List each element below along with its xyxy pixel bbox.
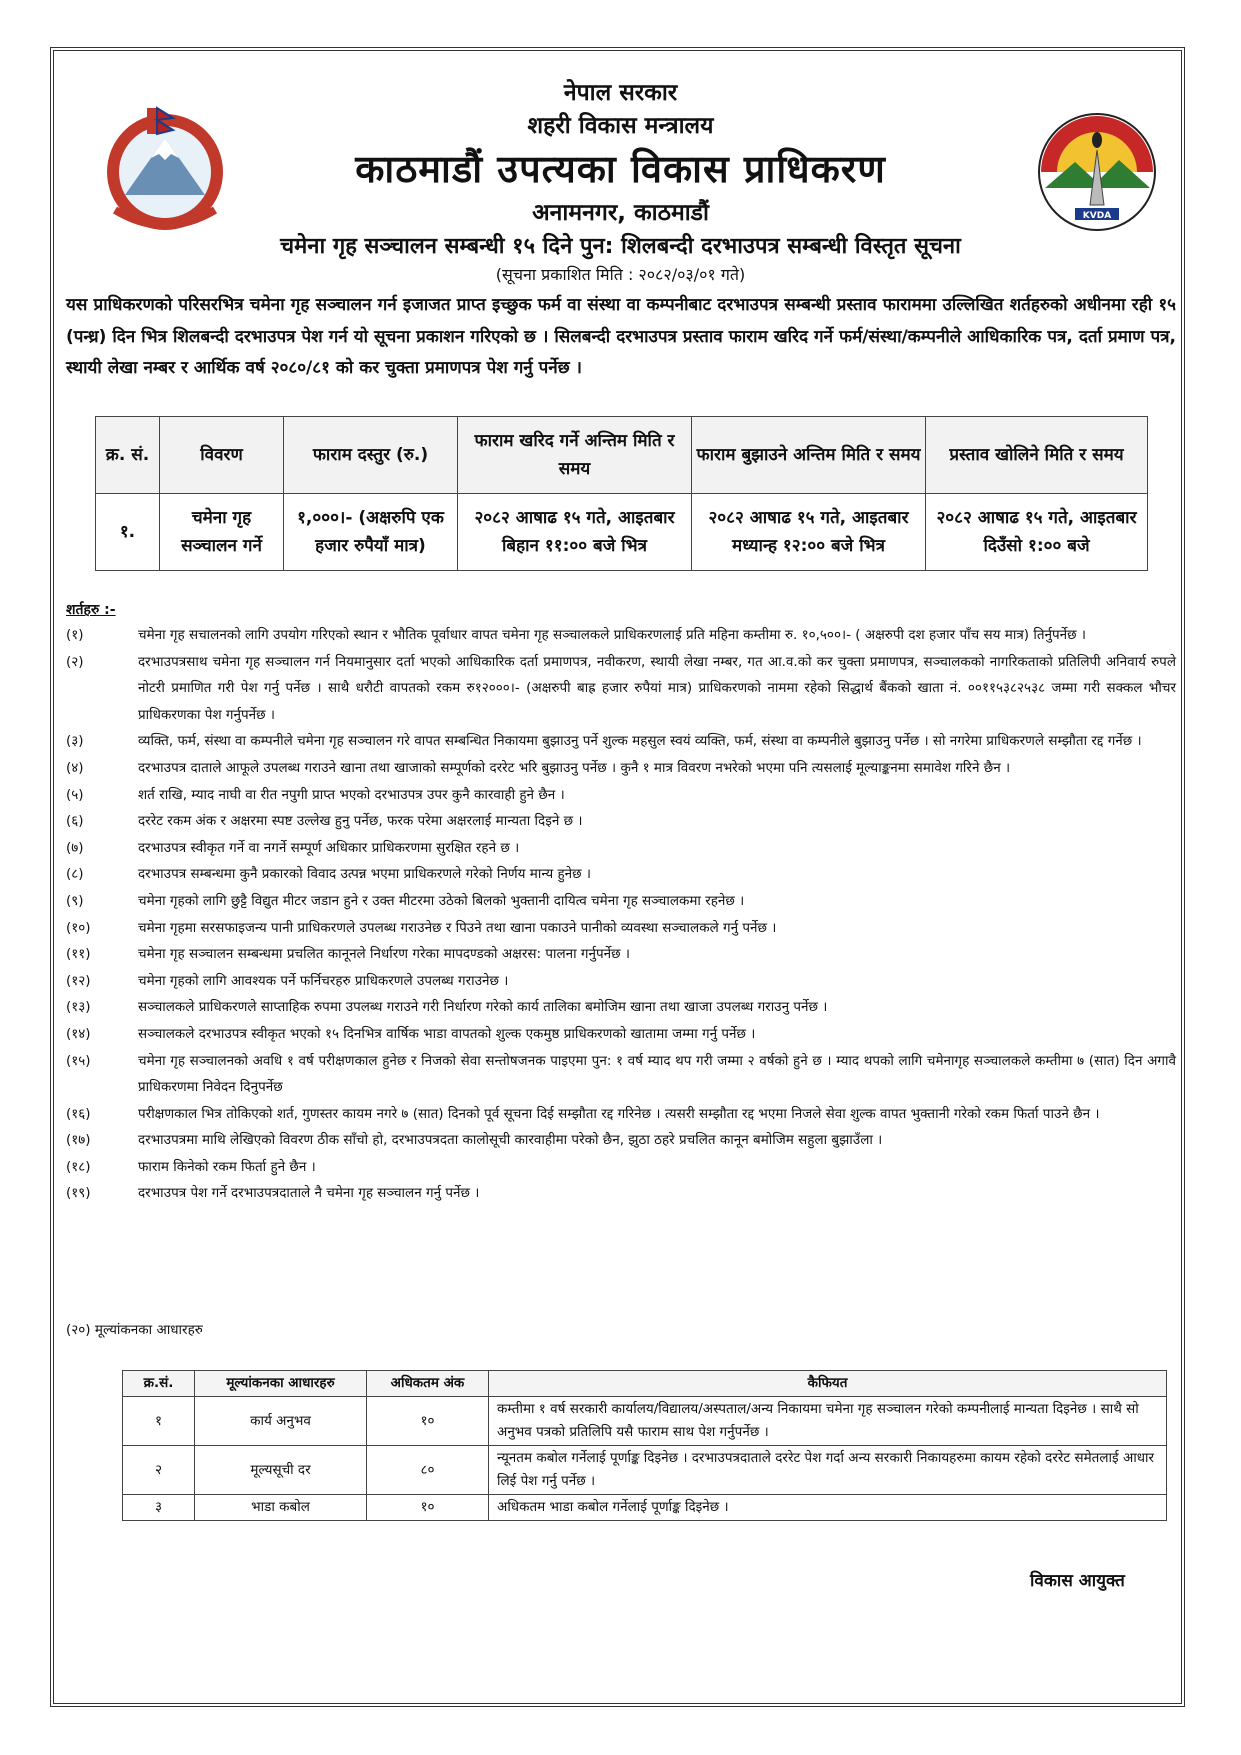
cell-remarks: अधिकतम भाडा कबोल गर्नेलाई पूर्णाङ्क दिइनेछ । xyxy=(489,1495,1167,1521)
term-number: (३) xyxy=(66,733,84,750)
term-item xyxy=(66,1101,1176,1128)
signature: विकास आयुक्त xyxy=(1030,1571,1125,1591)
schedule-table xyxy=(95,416,1148,571)
term-text: चमेना गृह सञ्चालनको अवधि १ वर्ष परीक्षणकाल हुनेछ र निजको सेवा सन्तोषजनक पाइएमा पुन: १ वर्ष म्याद थप गरी जम्मा २ वर्षको हुने छ । म्याद थपको लागि चमेनागृह सञ्चालकले कम्तीमा ७ (सात) दिन अगावै प्राधिकरणमा निवेदन दिनुपर्नेछ xyxy=(138,1052,1176,1096)
term-number: (९) xyxy=(66,892,84,909)
cell-criteria: कार्य अनुभव xyxy=(195,1397,367,1446)
intro-paragraph: यस प्राधिकरणको परिसरभित्र चमेना गृह सञ्चालन गर्न इजाजत प्राप्त इच्छुक फर्म वा संस्था वा कम्पनीबाट दरभाउपत्र सम्बन्धी प्रस्ताव फाराममा उल्लिखित शर्तहरुको अधीनमा रही १५ (पन्ध्र) दिन भित्र शिलबन्दी दरभाउपत्र पेश गर्न यो सूचना प्रकाशन गरिएको छ । सिलबन्दी दरभाउपत्र प्रस्ताव फाराम खरिद गर्ने फर्म/संस्था/कम्पनीले आधिकारिक पत्र, दर्ता प्रमाण पत्र, स्थायी लेखा नम्बर र आर्थिक वर्ष २०८०/८१ को कर चुक्ता प्रमाणपत्र पेश गर्नु पर्नेछ । xyxy=(66,295,1176,378)
term-text: व्यक्ति, फर्म, संस्था वा कम्पनीले चमेना गृह सञ्चालन गरे वापत सम्बन्धित निकायमा बुझाउनु पर्ने शुल्क महसुल स्वयं व्यक्ति, फर्म, संस्था वा कम्पनीले बुझाउनु पर्नेछ । सो नगरेमा प्राधिकरणले सम्झौता रद्द गर्नेछ । xyxy=(138,733,1142,750)
kvda-logo-text: KVDA xyxy=(1082,211,1112,221)
criteria-heading: (२०) मूल्यांकनका आधारहरु xyxy=(66,1322,203,1338)
col-sn: क्र. सं. xyxy=(96,417,160,494)
cell-submit-deadline: २०८२ आषाढ १५ गते, आइतबार मध्यान्ह १२:०० बजे भित्र xyxy=(692,494,926,571)
col-criteria: मूल्यांकनका आधारहरु xyxy=(195,1371,367,1397)
term-number: (५) xyxy=(66,786,84,803)
cell-purchase-deadline: २०८२ आषाढ १५ गते, आइतबार बिहान ११:०० बजे भित्र xyxy=(458,494,692,571)
term-item xyxy=(66,941,1176,968)
term-number: (२) xyxy=(66,653,84,670)
cell-sn: ३ xyxy=(123,1495,195,1521)
term-item xyxy=(66,1021,1176,1048)
term-text: चमेना गृह सचालनको लागि उपयोग गरिएको स्थान र भौतिक पूर्वाधार वापत चमेना गृह सञ्चालकले प्राधिकरणलाई प्रति महिना कम्तीमा रु. १०,५००।- ( अक्षरुपी दश हजार पाँच सय मात्र) तिर्नुपर्नेछ । xyxy=(138,627,1087,643)
ministry-name: शहरी विकास मन्त्रालय xyxy=(527,113,714,139)
org-address: अनामनगर, काठमाडौं xyxy=(532,200,709,226)
term-item xyxy=(66,808,1176,835)
term-text: सञ्चालकले प्राधिकरणले साप्ताहिक रुपमा उपलब्ध गराउने गरी निर्धारण गरेको कार्य तालिका बमोजिम खाना तथा खाजा उपलब्ध गराउनु पर्नेछ । xyxy=(138,999,828,1016)
term-text: चमेना गृहको लागि आवश्यक पर्ने फर्निचरहरु प्राधिकरणले उपलब्ध गराउनेछ । xyxy=(138,972,509,989)
cell-sn: २ xyxy=(123,1446,195,1495)
term-number: (१७) xyxy=(66,1132,91,1149)
term-item xyxy=(66,915,1176,942)
term-item xyxy=(66,888,1176,915)
term-item xyxy=(66,861,1176,888)
term-number: (१३) xyxy=(66,999,91,1016)
col-submit-deadline: फाराम बुझाउने अन्तिम मिति र समय xyxy=(692,417,926,494)
evaluation-row xyxy=(123,1495,1167,1521)
cell-max-marks: १० xyxy=(367,1495,489,1521)
cell-sn: १. xyxy=(96,494,160,571)
term-number: (४) xyxy=(66,759,84,776)
notice-title: चमेना गृह सञ्चालन सम्बन्धी १५ दिने पुन: शिलबन्दी दरभाउपत्र सम्बन्धी विस्तृत सूचना xyxy=(280,234,961,259)
term-number: (७) xyxy=(66,839,84,856)
term-item xyxy=(66,1154,1176,1181)
term-item xyxy=(66,755,1176,782)
term-number: (१८) xyxy=(66,1158,91,1175)
term-text: दरभाउपत्र पेश गर्ने दरभाउपत्रदाताले नै चमेना गृह सञ्चालन गर्नु पर्नेछ । xyxy=(138,1185,480,1202)
gov-name: नेपाल सरकार xyxy=(563,80,678,106)
cell-max-marks: ८० xyxy=(367,1446,489,1495)
col-description: विवरण xyxy=(160,417,284,494)
terms-heading: शर्तहरु :- xyxy=(66,602,116,618)
cell-max-marks: १० xyxy=(367,1397,489,1446)
schedule-row xyxy=(96,494,1148,571)
term-item xyxy=(66,968,1176,995)
term-number: (११) xyxy=(66,946,91,963)
term-number: (१२) xyxy=(66,972,91,989)
term-text: चमेना गृहको लागि छुट्टै विद्युत मीटर जडान हुने र उक्त मीटरमा उठेको बिलको भुक्तानी दायित्व चमेना गृह सञ्चालकमा रहनेछ । xyxy=(138,892,745,909)
term-text: दररेट रकम अंक र अक्षरमा स्पष्ट उल्लेख हुनु पर्नेछ, फरक परेमा अक्षरलाई मान्यता दिइने छ । xyxy=(138,813,583,830)
term-text: चमेना गृह सञ्चालन सम्बन्धमा प्रचलित कानूनले निर्धारण गरेका मापदण्डको अक्षरस: पालना गर्नुपर्नेछ । xyxy=(138,946,631,963)
cell-criteria: भाडा कबोल xyxy=(195,1495,367,1521)
term-number: (१) xyxy=(66,627,84,643)
col-purchase-deadline: फाराम खरिद गर्ने अन्तिम मिति र समय xyxy=(458,417,692,494)
term-item xyxy=(66,649,1176,729)
term-text: दरभाउपत्र दाताले आफूले उपलब्ध गराउने खाना तथा खाजाको सम्पूर्णको दररेट भरि बुझाउनु पर्नेछ । कुनै १ मात्र विवरण नभरेको भएमा पनि त्यसलाई मूल्याङ्कनमा समावेश गरिने छैन । xyxy=(138,759,1011,776)
term-item xyxy=(66,994,1176,1021)
term-number: (१४) xyxy=(66,1025,91,1042)
term-item xyxy=(66,728,1176,755)
term-text: दरभाउपत्रमा माथि लेखिएको विवरण ठीक साँचो हो, दरभाउपत्रदता कालोसूची कारवाहीमा परेको छैन, झुठा ठहरे प्रचलित कानून बमोजिम सहुला बुझाउँला । xyxy=(138,1132,883,1149)
term-text: फाराम किनेको रकम फिर्ता हुने छैन । xyxy=(138,1158,316,1175)
cell-fee: १,०००।- (अक्षरुपि एक हजार रुपैयाँ मात्र) xyxy=(284,494,458,571)
term-number: (६) xyxy=(66,813,84,830)
term-number: (१९) xyxy=(66,1185,91,1202)
cell-opening: २०८२ आषाढ १५ गते, आइतबार दिउँसो १:०० बजे xyxy=(926,494,1148,571)
cell-criteria: मूल्यसूची दर xyxy=(195,1446,367,1495)
cell-sn: १ xyxy=(123,1397,195,1446)
term-text: दरभाउपत्र स्वीकृत गर्ने वा नगर्ने सम्पूर्ण अधिकार प्राधिकरणमा सुरक्षित रहने छ । xyxy=(138,839,520,856)
cell-description: चमेना गृह सञ्चालन गर्ने xyxy=(160,494,284,571)
evaluation-row xyxy=(123,1446,1167,1495)
evaluation-row xyxy=(123,1397,1167,1446)
cell-remarks: न्यूनतम कबोल गर्नेलाई पूर्णाङ्क दिइनेछ । दरभाउपत्रदाताले दररेट पेश गर्दा अन्य सरकारी निकायहरुमा कायम रहेको दररेट समेतलाई आधार लिई पेश गर्नु पर्नेछ । xyxy=(489,1446,1167,1495)
term-number: (१०) xyxy=(66,919,91,936)
schedule-header-row xyxy=(96,417,1148,494)
term-item xyxy=(66,1048,1176,1101)
col-max-marks: अधिकतम अंक xyxy=(367,1371,489,1397)
term-text: दरभाउपत्र सम्बन्धमा कुनै प्रकारको विवाद उत्पन्न भएमा प्राधिकरणले गरेको निर्णय मान्य हुनेछ । xyxy=(138,866,591,883)
cell-remarks: कम्तीमा १ वर्ष सरकारी कार्यालय/विद्यालय/अस्पताल/अन्य निकायमा चमेना गृह सञ्चालन गरेको कम्पनीलाई मान्यता दिइनेछ । साथै सो अनुभव पत्रको प्रतिलिपि यसै फाराम साथ पेश गर्नुपर्नेछ । xyxy=(489,1397,1167,1446)
term-item xyxy=(66,622,1176,649)
term-number: (१६) xyxy=(66,1105,91,1122)
term-text: चमेना गृहमा सरसफाइजन्य पानी प्राधिकरणले उपलब्ध गराउनेछ र पिउने तथा खाना पकाउने पानीको व्यवस्था सञ्चालकले गर्नु पर्नेछ । xyxy=(138,919,777,936)
col-sn: क्र.सं. xyxy=(123,1371,195,1397)
org-name: काठमाडौं उपत्यका विकास प्राधिकरण xyxy=(355,147,886,191)
term-text: दरभाउपत्रसाथ चमेना गृह सञ्चालन गर्न नियमानुसार दर्ता भएको आधिकारिक दर्ता प्रमाणपत्र, नवीकरण, स्थायी लेखा नम्बर, गत आ.व.को कर चुक्ता प्रमाणपत्र, सञ्चालकको नागरिकताको प्रतिलिपी अनिवार्य रुपले नोटरी प्रमाणित गरी पेश गर्नु पर्नेछ । साथै धरौटी वापतको रकम रु१२०००।- (अक्षरुपी बाह्र हजार रुपैयां मात्र) प्राधिकरणको नाममा रहेको सिद्धार्थ बैंकको खाता नं. ००११५३८२५३८ जम्मा गरी सक्कल भौचर प्राधिकरणका पेश गर्नुपर्नेछ । xyxy=(138,653,1176,723)
evaluation-header-row xyxy=(123,1371,1167,1397)
terms-list xyxy=(66,622,1176,1207)
term-text: सञ्चालकले दरभाउपत्र स्वीकृत भएको १५ दिनभित्र वार्षिक भाडा वापतको शुल्क एकमुष्ठ प्राधिकरणको खातामा जम्मा गर्नु पर्नेछ । xyxy=(138,1025,756,1042)
col-remarks: कैफियत xyxy=(489,1371,1167,1397)
published-date: (सूचना प्रकाशित मिति : २०८२/०३/०१ गते) xyxy=(495,265,746,284)
term-item xyxy=(66,782,1176,809)
term-item xyxy=(66,1180,1176,1207)
term-item xyxy=(66,835,1176,862)
col-fee: फाराम दस्तुर (रु.) xyxy=(284,417,458,494)
evaluation-table xyxy=(122,1370,1167,1521)
col-opening: प्रस्ताव खोलिने मिति र समय xyxy=(926,417,1148,494)
term-number: (८) xyxy=(66,866,84,883)
term-number: (१५) xyxy=(66,1052,91,1069)
term-text: शर्त राखि, म्याद नाघी वा रीत नपुगी प्राप्त भएको दरभाउपत्र उपर कुनै कारवाही हुने छैन । xyxy=(138,786,565,803)
term-item xyxy=(66,1127,1176,1154)
term-text: परीक्षणकाल भित्र तोकिएको शर्त, गुणस्तर कायम नगरे ७ (सात) दिनको पूर्व सूचना दिई सम्झौता रद्द गरिनेछ । त्यसरी सम्झौता रद्द भएमा निजले सेवा शुल्क वापत भुक्तानी गरेको रकम फिर्ता पाउने छैन । xyxy=(138,1105,1100,1122)
